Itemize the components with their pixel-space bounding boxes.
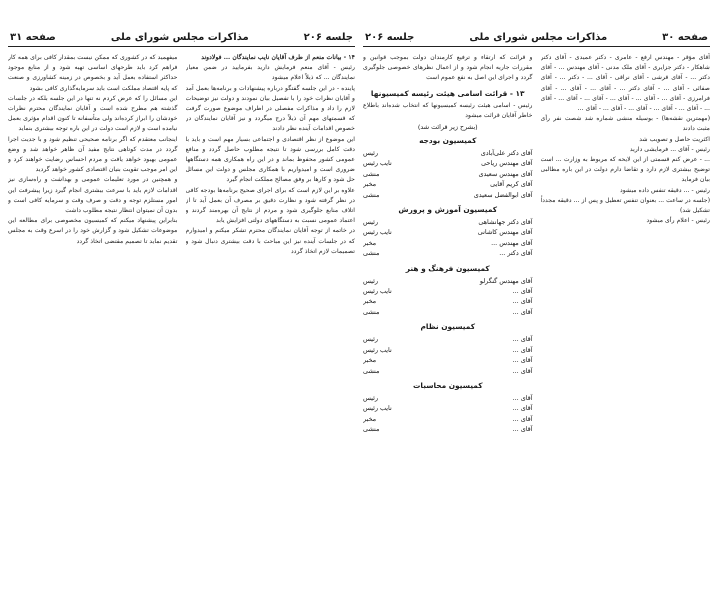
- left-page: [8, 30, 355, 590]
- paragraph: و همچنین در مورد تعلیمات عمومی و بهداشت و راه‌سازی نیز اقدامات لازم باید با سرعت بیشتری انجام گیرد زیرا پیشرفت این امور مستلزم توجه و دقت و صرف وقت و سرمایه کافی است و بدون آن نمیتوان انتظار نتیجه مطلوب داشت: [8, 176, 178, 215]
- committee-member-row: [363, 158, 533, 168]
- member-name: آقای ...: [512, 393, 533, 402]
- member-role: رئیس: [363, 276, 378, 285]
- member-role: منشی: [363, 366, 380, 375]
- member-role: رئیس: [363, 218, 378, 227]
- committee-title: کمیسیون آموزش و پرورش: [398, 205, 498, 215]
- committee-member-row: [363, 169, 533, 179]
- committee-member-row: [363, 227, 533, 237]
- member-name: آقای ...: [512, 425, 533, 434]
- member-role: منشی: [363, 190, 380, 199]
- left-page-number: صفحه ۳۱: [10, 31, 56, 43]
- committee-member-row: [363, 238, 533, 248]
- right-page: [363, 30, 710, 590]
- member-name: آقای ...: [512, 287, 533, 296]
- paragraph: و قرائت که ارتقاء و ترفیع کارمندان دولت بموجب قوانین و مقررات جاریه انجام شود و از اعمال نظرهای خصوصی جلوگیری گردد و اجرای این اصل به نفع عموم است: [363, 54, 533, 82]
- committee-member-row: [363, 403, 533, 413]
- left-center-title: مذاکرات مجلس شورای ملی: [110, 31, 249, 43]
- section-heading: ۱۳ - قرائت اسامی هیئت رئیسه کمیسیونها: [370, 88, 525, 98]
- member-name: آقای مهندس سعیدی: [478, 169, 533, 178]
- member-role: رئیس: [363, 149, 378, 158]
- right-page-header: [363, 30, 710, 47]
- member-role: نایب رئیس: [363, 287, 392, 296]
- paragraph: رئیس - اعلام رأی میشود: [646, 217, 710, 225]
- paragraph: رئیس - ... دقیقه تنفس داده میشود: [619, 186, 710, 194]
- committee-member-row: [363, 334, 533, 344]
- member-name: آقای دکتر ...: [499, 249, 533, 258]
- committee-title: کمیسیون محاسبات: [413, 380, 483, 390]
- right-page-col-left: [363, 53, 533, 588]
- member-role: رئیس: [363, 335, 378, 344]
- paragraph: (جلسه در ساعت ... بعنوان تنفس تعطیل و پس از ... دقیقه مجدداً تشکیل شد): [540, 196, 710, 215]
- committee-member-row: [363, 148, 533, 158]
- paragraph: در خاتمه از توجه آقایان نمایندگان محترم تشکر میکنم و امیدوارم که در جلسات آینده نیز این مباحث با دقت بیشتری دنبال شود و تصمیمات لازم اتخاذ گردد: [185, 227, 355, 255]
- left-page-header: [8, 30, 355, 47]
- left-session-label: جلسه ۲۰۶: [303, 31, 353, 43]
- member-role: نایب رئیس: [363, 228, 392, 237]
- member-name: آقای مهندس گنگرلو: [479, 276, 533, 285]
- paragraph: آقای مؤقر - مهندس ارفع - عامری - دکتر عمیدی - آقای دکتر شاهکار - دکتر جزایری - آقای ملک مدنی - آقای مهندس ... - آقای دکتر ... - آقای قرشی - آقای نراقی - آقای ... - دکتر ... - آقای صفائی - آقای ... - آقای دکتر ... - آقای ... - آقای ... - آقای فرامرزی - آقای ... - آقای ... - آقای ... - آقای ... - آقای ... - آقای ... - آقای ... - آقای ... - آقای ... - آقای ... - آقای ...: [540, 54, 710, 113]
- committee-member-row: [363, 179, 533, 189]
- member-name: آقای ...: [512, 356, 533, 365]
- left-page-col-right: [186, 53, 356, 588]
- committee-title: کمیسیون فرهنگ و هنر: [405, 263, 490, 273]
- member-name: آقای ...: [512, 297, 533, 306]
- member-name: آقای ...: [512, 404, 533, 413]
- paragraph: پاینده - در این جلسه گفتگو درباره پیشنهادات و برنامه‌ها بعمل آمد و آقایان نظرات خود را با تفصیل بیان نمودند و دولت نیز توضیحات لازم را داد و مذاکرات مفصلی در اطراف موضوع صورت گرفت که قسمتهای مهم آن ذیلاً درج میگردد و نیز آقایان نمایندگان در خصوص اقدامات آینده نظر دادند: [185, 84, 355, 133]
- committee-member-row: [363, 307, 533, 317]
- committee-member-row: [363, 355, 533, 365]
- member-role: منشی: [363, 425, 380, 434]
- committee-member-row: [363, 414, 533, 424]
- right-center-title: مذاکرات مجلس شورای ملی: [469, 31, 608, 43]
- paragraph: (مهمترین نقشه‌ها) - بوسیله منشی شماره شد شصت نفر رأی مثبت دادند: [540, 115, 710, 133]
- committee-member-row: [363, 366, 533, 376]
- committee-member-row: [363, 276, 533, 286]
- member-role: مخبر: [363, 297, 377, 306]
- paragraph: ۱۴ - بیانات منعم از طرف آقایان نایب نمایندگان ... فولادوند: [201, 54, 355, 61]
- committee-member-row: [363, 424, 533, 434]
- left-page-columns: [8, 53, 355, 588]
- member-name: آقای ابوالفضل سعیدی: [473, 190, 533, 199]
- committee-member-row: [363, 296, 533, 306]
- paragraph: بنابراین پیشنهاد میکنم که کمیسیون مخصوصی برای مطالعه این موضوعات تشکیل شود و گزارش خود را در اسرع وقت به مجلس تقدیم نماید تا تصمیم مقتضی اتخاذ گردد: [8, 217, 178, 245]
- member-role: مخبر: [363, 356, 377, 365]
- section-note: (بشرح زیر قرائت شد): [417, 123, 478, 132]
- member-name: آقای ...: [512, 345, 533, 354]
- committee-member-row: [363, 393, 533, 403]
- member-name: آقای کریم آقایی: [490, 180, 533, 189]
- member-role: مخبر: [363, 414, 377, 423]
- committee-member-row: [363, 286, 533, 296]
- member-role: نایب رئیس: [363, 345, 392, 354]
- paragraph: میفهمید که در کشوری که ممکن نیست بمقدار کافی برای همه کار فراهم کرد باید طرحهای اساسی تهیه شود و از منابع موجود حداکثر استفاده بعمل آید و بخصوص در زمینه کشاورزی و صنعت که پایه اقتصاد مملکت است باید سرمایه‌گذاری کافی بشود: [8, 54, 178, 92]
- paragraph: رئیس - آقای منعم فرمایش دارید بفرمایید در ضمن معیار نمایندگان ... که ذیلاً اعلام میشود: [185, 64, 355, 82]
- paragraph: اکثریت حاصل و تصویب شد: [639, 135, 710, 143]
- member-role: مخبر: [363, 180, 377, 189]
- paragraph: رئیس - آقای ... فرمایشی دارید: [629, 145, 710, 153]
- committee-member-row: [363, 217, 533, 227]
- paragraph: رئیس - اسامی هیئت رئیسه کمیسیونها که انتخاب شده‌اند باطلاع خاطر آقایان قرائت میشود: [363, 101, 533, 119]
- member-role: منشی: [363, 307, 380, 316]
- paragraph: اینجانب معتقدم که اگر برنامه صحیحی تنظیم شود و با جدیت اجرا گردد در مدت کوتاهی نتایج مفید آن ظاهر خواهد شد و وضع عمومی بهبود خواهد یافت و مردم احساس رضایت خواهند کرد و این امر موجب تقویت بنیان اقتصادی کشور خواهد گردید: [8, 135, 178, 174]
- paragraph: ... - عرض کنم قسمتی از این لایحه که مربوط به وزارت ... است توضیح بیشتری لازم دارد و تقاضا دارم دولت در این باره مطالبی بیان فرماید: [540, 156, 710, 184]
- member-role: مخبر: [363, 238, 377, 247]
- member-role: رئیس: [363, 393, 378, 402]
- member-role: نایب رئیس: [363, 159, 392, 168]
- member-role: نایب رئیس: [363, 404, 392, 413]
- right-page-columns: [363, 53, 710, 588]
- right-page-col-right: [541, 53, 711, 588]
- member-name: آقای مهندس کاشانی: [477, 228, 533, 237]
- committee-member-row: [363, 190, 533, 200]
- member-name: آقای ...: [512, 366, 533, 375]
- right-page-number: صفحه ۳۰: [662, 31, 708, 43]
- member-role: منشی: [363, 169, 380, 178]
- member-name: آقای ...: [512, 335, 533, 344]
- member-name: آقای دکتر علی‌آبادی: [480, 149, 533, 158]
- member-name: آقای ...: [512, 307, 533, 316]
- member-name: آقای مهندس ...: [491, 238, 533, 247]
- member-name: آقای ...: [512, 414, 533, 423]
- left-page-col-left: [8, 53, 178, 588]
- committee-title: کمیسیون نظام: [420, 322, 475, 332]
- committee-member-row: [363, 248, 533, 258]
- paragraph: این موضوع از نظر اقتصادی و اجتماعی بسیار مهم است و باید با دقت کامل بررسی شود تا نتیجه مطلوب حاصل گردد و منافع عمومی کشور محفوظ بماند و در این راه همکاری همه دستگاهها ضروری است و امیدواریم با همکاری مجلس و دولت این مسائل حل شود و کارها بر وفق مصالح مملکت انجام گیرد: [185, 135, 355, 184]
- right-session-label: جلسه ۲۰۶: [365, 31, 415, 43]
- paragraph: علاوه بر این لازم است که برای اجرای صحیح برنامه‌ها بودجه کافی در نظر گرفته شود و نظارت دقیق بر مصرف آن بعمل آید تا از اتلاف منابع جلوگیری شود و مردم از نتایج آن بهره‌مند گردند و اعتماد عمومی نسبت به دستگاههای دولتی افزایش یابد: [185, 186, 355, 225]
- member-role: منشی: [363, 249, 380, 258]
- paragraph: این مسائل را که عرض کردم نه تنها در این جلسه بلکه در جلسات گذشته هم مطرح شده است و آقایان نمایندگان محترم نظرات خودشان را ابراز کرده‌اند ولی متأسفانه تا کنون اقدام مؤثری بعمل نیامده است و لازم است دولت در این باره توجه بیشتری بنماید: [8, 94, 178, 133]
- committee-member-row: [363, 345, 533, 355]
- member-name: آقای دکتر جهانشاهی: [478, 218, 533, 227]
- member-name: آقای مهندس ریاحی: [481, 159, 533, 168]
- committee-title: کمیسیون بودجه: [419, 136, 477, 146]
